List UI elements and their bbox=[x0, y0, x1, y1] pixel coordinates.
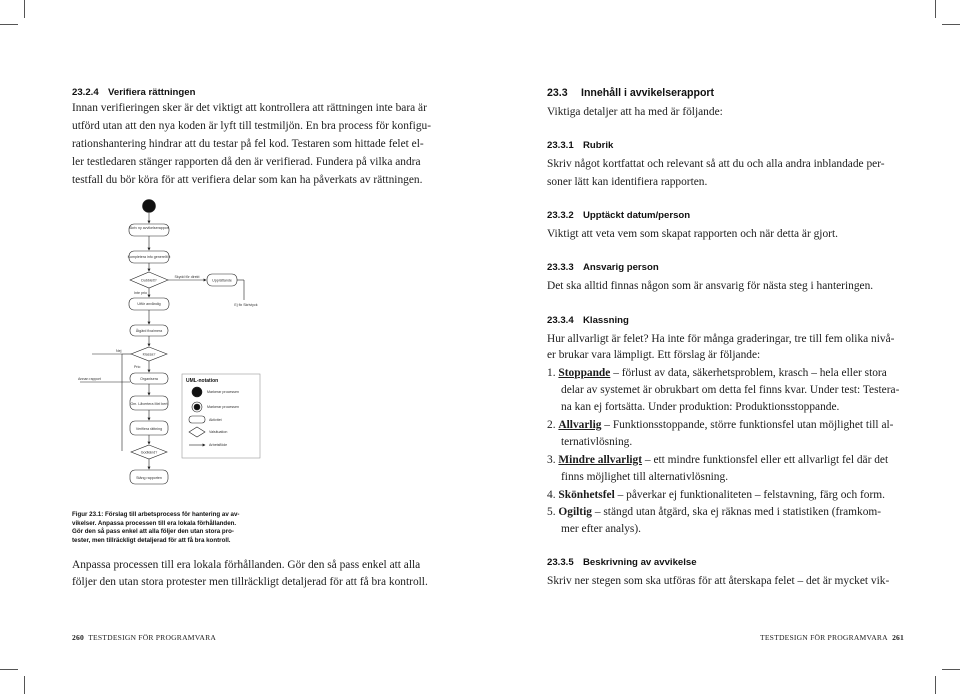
section-number: 23.3.1 bbox=[547, 140, 574, 151]
start-node bbox=[143, 200, 156, 213]
crop-mark bbox=[935, 0, 936, 18]
section-number: 23.3.4 bbox=[547, 315, 574, 326]
node-label: Godkänd? bbox=[140, 450, 158, 455]
activity-diagram bbox=[72, 196, 272, 496]
text-line: ler testledaren stänger rapporten då den är verifierad. Fundera på vilka andra bbox=[72, 156, 421, 168]
section-heading-23-3 bbox=[547, 87, 714, 99]
node-label: Skriv ny avvikelserapport bbox=[129, 226, 169, 230]
node-label: Utför anvåndig bbox=[137, 302, 161, 306]
text-line: Skriv något kortfattat och relevant så att du och alla andra inblandade per- bbox=[547, 158, 885, 170]
text-line: följer den utan stora protester men tillräckligt detaljerad för att få bra kontroll. bbox=[72, 576, 428, 588]
node-label: Organisera bbox=[140, 377, 158, 381]
section-heading-23-3-3 bbox=[547, 262, 659, 273]
list-text: na kan ej fortsätta. Under produktion: Produktionsstoppande. bbox=[561, 401, 840, 413]
list-term: Mindre allvarligt bbox=[558, 454, 643, 466]
text-line: Viktiga detaljer att ha med är följande: bbox=[547, 106, 723, 118]
node-label: Nej bbox=[116, 349, 122, 353]
list-number: 1. bbox=[547, 367, 556, 379]
legend-activity-icon bbox=[189, 416, 205, 423]
list-number: 4. bbox=[547, 489, 556, 501]
section-title: Rubrik bbox=[583, 140, 614, 151]
figure-caption bbox=[72, 511, 272, 545]
list-number: 2. bbox=[547, 419, 556, 431]
legend-title: UML-notation bbox=[186, 378, 219, 384]
page-number: 261 bbox=[892, 633, 905, 642]
text-line: Viktigt att veta vem som skapat rapporten och när detta är gjort. bbox=[547, 228, 838, 240]
legend-label: Markerar processen bbox=[207, 405, 239, 409]
list-text: mer efter analys). bbox=[561, 523, 642, 535]
caption-line: Figur 23.1: Förslag till arbetsprocess för hantering av av- bbox=[72, 511, 240, 518]
right-footer bbox=[760, 633, 904, 642]
section-number: 23.3.5 bbox=[547, 557, 574, 568]
section-heading-23-3-2 bbox=[547, 210, 690, 221]
crop-mark bbox=[0, 24, 18, 25]
section-title: Verifiera rättningen bbox=[108, 87, 196, 98]
text-line: Det ska alltid finnas någon som är ansvarig för nästa steg i hanteringen. bbox=[547, 280, 874, 292]
list-term: Skönhetsfel bbox=[558, 489, 615, 501]
running-footer: TESTDESIGN FÖR PROGRAMVARA bbox=[88, 633, 217, 642]
node-label: Ej fix Skrivtyck bbox=[234, 303, 258, 307]
section-heading-23-2-4 bbox=[72, 87, 195, 98]
legend-label: Valsituation bbox=[209, 430, 228, 434]
section-title: Upptäckt datum/person bbox=[583, 210, 691, 221]
text-line: Innan verifieringen sker är det viktigt att kontrollera att rättningen inte bara är bbox=[72, 102, 427, 114]
section-heading-23-3-5 bbox=[547, 557, 697, 568]
caption-line: Gör den så pass enkel att alla följer den utan stora pro- bbox=[72, 528, 234, 536]
node-label: Åtgärd fixa/mera bbox=[135, 329, 163, 333]
crop-mark bbox=[942, 24, 960, 25]
section-number: 23.3.2 bbox=[547, 210, 574, 221]
legend-start-icon bbox=[192, 387, 202, 397]
node-label: Inte prio bbox=[134, 291, 147, 295]
list-text: – ett mindre funktionsfel eller ett allvarligt fel där det bbox=[644, 454, 889, 466]
list-term: Allvarlig bbox=[558, 419, 602, 431]
text-line: testfall du bör köra för att verifiera delar som kan ha påverkats av rättningen. bbox=[72, 174, 423, 186]
node-label: Skydd för direkt bbox=[174, 275, 200, 279]
section-title: Innehåll i avvikelserapport bbox=[581, 87, 715, 99]
crop-mark bbox=[24, 676, 25, 694]
list-number: 3. bbox=[547, 454, 556, 466]
caption-line: vikelser. Anpassa processen till era lokala förhållanden. bbox=[72, 519, 237, 527]
legend-label: Arbetsflöde bbox=[209, 443, 228, 447]
running-footer: TESTDESIGN FÖR PROGRAMVARA bbox=[760, 633, 888, 642]
list-text: – förlust av data, säkerhetsproblem, krasch – hela eller stora bbox=[613, 367, 887, 379]
node-label: Om. Låvertera Mel bert bbox=[130, 402, 168, 406]
text-line: rationshantering hindrar att du testar på fel kod. Testaren som hittade felet el- bbox=[72, 138, 424, 150]
list-term: Ogiltig bbox=[558, 506, 592, 518]
caption-line: tester, men tillräckligt detaljerad för att få bra kontroll. bbox=[72, 536, 231, 544]
section-number: 23.3 bbox=[547, 87, 568, 99]
node-label: Upprättande bbox=[212, 278, 232, 283]
section-heading-23-3-1 bbox=[547, 140, 613, 151]
text-line: soner lätt kan identifiera rapporten. bbox=[547, 176, 708, 188]
text-line: Anpassa processen till era lokala förhållanden. Gör den så pass enkel att alla bbox=[72, 559, 421, 571]
crop-mark bbox=[24, 0, 25, 18]
list-text: – stängd utan åtgärd, ska ej räknas med i statistiken (framkom- bbox=[594, 506, 882, 518]
list-text: finns möjlighet till alternativlösning. bbox=[561, 471, 729, 483]
legend-label: Markerar processen bbox=[207, 390, 239, 394]
node-label: Dubblett? bbox=[141, 278, 157, 283]
text-line: Hur allvarligt är felet? Ha inte för många graderingar, tre till fem olika nivå- bbox=[547, 333, 895, 345]
list-number: 5. bbox=[547, 506, 556, 518]
node-label: Kompletera info generellt it bbox=[127, 255, 171, 259]
text-line: utförd utan att den nya koden är lyft till testmiljön. En bra process för konfigu- bbox=[72, 120, 432, 132]
section-title: Ansvarig person bbox=[583, 262, 659, 273]
node-label: Prio bbox=[134, 365, 141, 369]
crop-mark bbox=[0, 669, 18, 670]
page-number: 260 bbox=[72, 633, 84, 642]
node-label: Annan rapport bbox=[78, 377, 101, 381]
list-term: Stoppande bbox=[558, 367, 611, 379]
left-footer bbox=[72, 633, 216, 642]
section-title: Beskrivning av avvikelse bbox=[583, 557, 697, 568]
crop-mark bbox=[942, 669, 960, 670]
node-label: Klassa? bbox=[142, 352, 156, 357]
crop-mark bbox=[935, 676, 936, 694]
section-number: 23.3.3 bbox=[547, 262, 574, 273]
section-title: Klassning bbox=[583, 315, 629, 326]
list-text: ternativlösning. bbox=[561, 436, 633, 448]
list-text: delar av systemet är obrukbart om detta fel finns kvar. Under test: Testera- bbox=[561, 384, 900, 396]
node-label: Stäng rapporten bbox=[136, 476, 162, 480]
node-label: Verifiera rättning bbox=[135, 427, 163, 431]
section-number: 23.2.4 bbox=[72, 87, 99, 98]
legend-label: Aktivitet bbox=[209, 418, 222, 422]
text-line: Skriv ner stegen som ska utföras för att återskapa felet – det är mycket vik- bbox=[547, 575, 890, 587]
text-line: er brukar vara lämpligt. Ett förslag är följande: bbox=[547, 349, 761, 361]
list-text: – Funktionsstoppande, större funktionsfel utan möjlighet till al- bbox=[604, 419, 894, 431]
section-heading-23-3-4 bbox=[547, 315, 629, 326]
list-text: – påverkar ej funktionaliteten – felstavning, färg och form. bbox=[617, 489, 885, 501]
